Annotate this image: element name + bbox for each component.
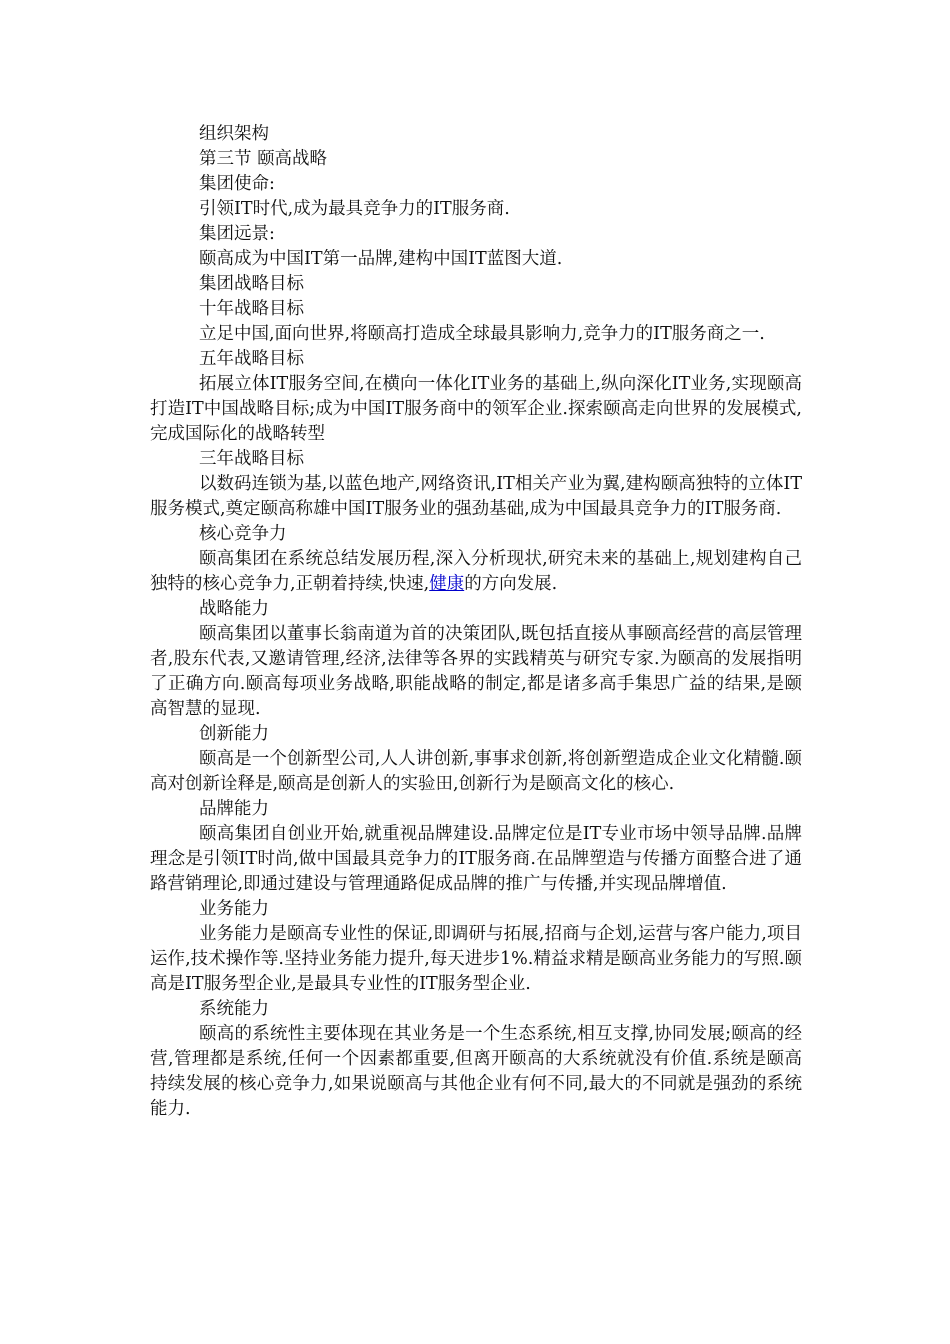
business-text: 业务能力是颐高专业性的保证,即调研与拓展,招商与企划,运营与客户能力,项目运作,技术操作等.坚持业务能力提升,每天进步1%.精益求精是颐高业务能力的写照.颐高是IT服务型企业,是最具专业性的IT服务型企业. — [150, 924, 802, 994]
three-year-text: 以数码连锁为基,以蓝色地产,网络资讯,IT相关产业为翼,建构颐高独特的立体IT服务模式,奠定颐高称雄中国IT服务业的强劲基础,成为中国最具竞争力的IT服务商. — [150, 474, 802, 519]
brand-text: 颐高集团自创业开始,就重视品牌建设.品牌定位是IT专业市场中领导品牌.品牌理念是引领IT时尚,做中国最具竞争力的IT服务商.在品牌塑造与传播方面整合进了通路营销理论,即通过建设与管理通路促成品牌的推广与传播,并实现品牌增值. — [150, 824, 802, 894]
mission-label: 集团使命: — [199, 174, 275, 194]
brand-title: 品牌能力 — [199, 799, 269, 819]
three-year-title: 三年战略目标 — [199, 449, 304, 469]
strategy-ability-title: 战略能力 — [199, 599, 269, 619]
core-text-after: 的方向发展. — [464, 574, 558, 594]
core-competence-text — [150, 547, 802, 597]
strategy-goals-title: 集团战略目标 — [199, 274, 304, 294]
innovation-text: 颐高是一个创新型公司,人人讲创新,事事求创新,将创新塑造成企业文化精髓.颐高对创新诠释是,颐高是创新人的实验田,创新行为是颐高文化的核心. — [150, 749, 802, 794]
core-competence-title: 核心竞争力 — [199, 524, 287, 544]
core-text-before: 颐高集团在系统总结发展历程,深入分析现状,研究未来的基础上,规划建构自己独特的核心竞争力,正朝着持续,快速, — [150, 549, 802, 594]
five-year-text: 拓展立体IT服务空间,在横向一体化IT业务的基础上,纵向深化IT业务,实现颐高打造IT中国战略目标;成为中国IT服务商中的领军企业.探索颐高走向世界的发展模式,完成国际化的战略转型 — [150, 374, 802, 444]
document-body — [150, 122, 802, 1122]
business-title: 业务能力 — [199, 899, 269, 919]
ten-year-title: 十年战略目标 — [199, 299, 304, 319]
system-title: 系统能力 — [199, 999, 269, 1019]
ten-year-text: 立足中国,面向世界,将颐高打造成全球最具影响力,竞争力的IT服务商之一. — [199, 324, 765, 344]
section-title: 第三节 颐高战略 — [199, 149, 328, 169]
health-link[interactable]: 健康 — [429, 574, 465, 594]
mission-text: 引领IT时代,成为最具竞争力的IT服务商. — [199, 199, 510, 219]
strategy-ability-text: 颐高集团以董事长翁南道为首的决策团队,既包括直接从事颐高经营的高层管理者,股东代表,又邀请管理,经济,法律等各界的实践精英与研究专家.为颐高的发展指明了正确方向.颐高每项业务战略,职能战略的制定,都是诸多高手集思广益的结果,是颐高智慧的显现. — [150, 624, 802, 719]
five-year-title: 五年战略目标 — [199, 349, 304, 369]
vision-label: 集团远景: — [199, 224, 275, 244]
innovation-title: 创新能力 — [199, 724, 269, 744]
heading-org-structure: 组织架构 — [199, 124, 269, 144]
system-text: 颐高的系统性主要体现在其业务是一个生态系统,相互支撑,协同发展;颐高的经营,管理都是系统,任何一个因素都重要,但离开颐高的大系统就没有价值.系统是颐高持续发展的核心竞争力,如果说颐高与其他企业有何不同,最大的不同就是强劲的系统能力. — [150, 1024, 802, 1119]
vision-text: 颐高成为中国IT第一品牌,建构中国IT蓝图大道. — [199, 249, 563, 269]
